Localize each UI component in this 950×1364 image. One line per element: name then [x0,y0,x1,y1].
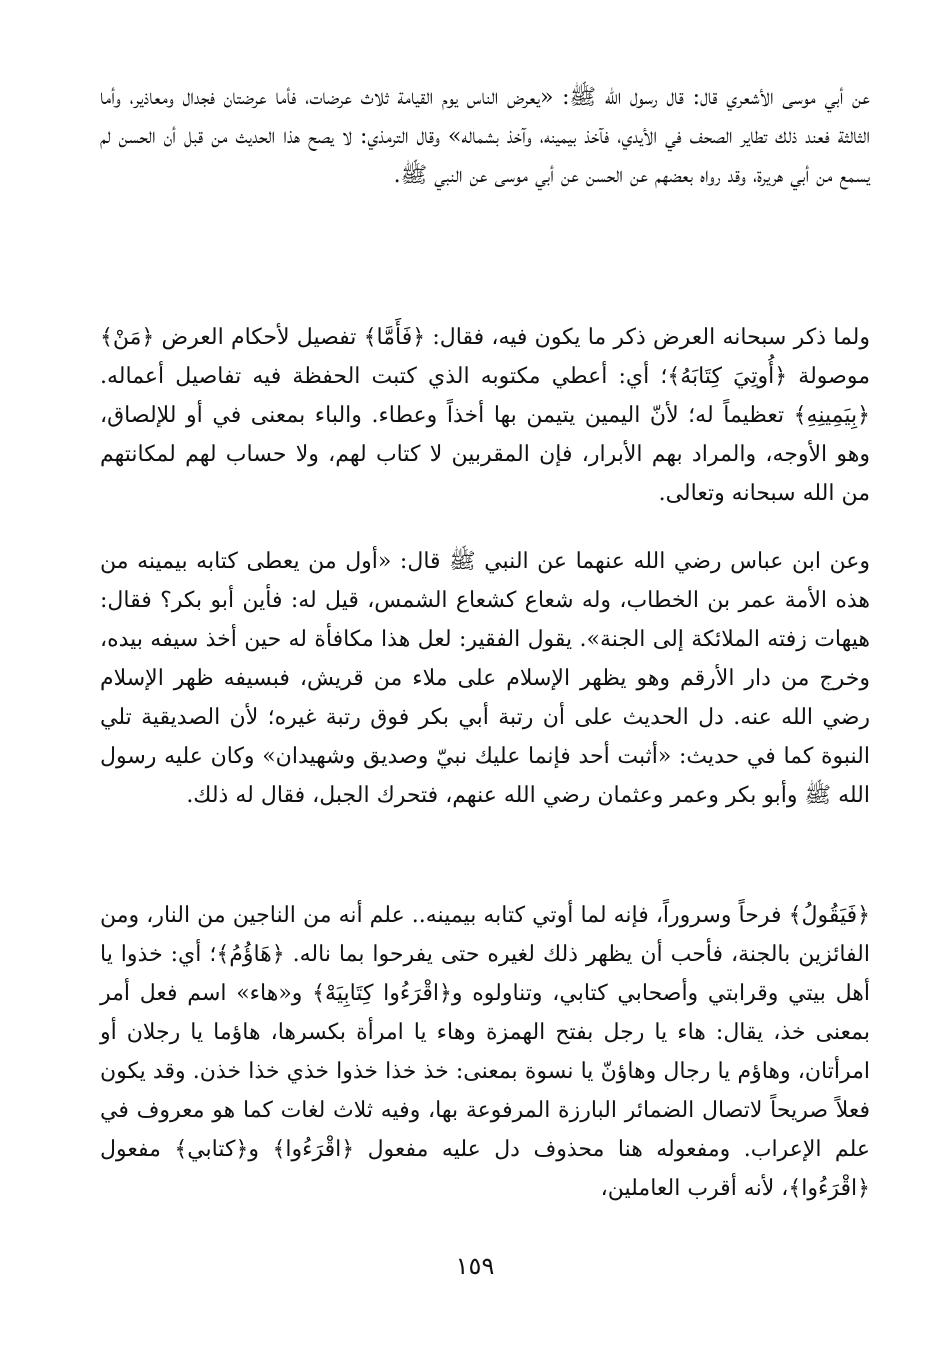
paragraph-hadith-abu-musa: عن أبي موسى الأشعري قال: قال رسول الله ﷺ: «يعرض الناس يوم القيامة ثلاث عرضات، فأما عرضتان فجدال ومعاذير، وأما الثالثة فعند ذلك تطاير الصحف في الأيدي، فآخذ بيمينه، وآخذ بشماله» وقال الترمذي: لا يصح هذا الحديث من قبل أن الحسن لم يسمع من أبي هريرة، وقد رواه بعضهم عن الحسن عن أبي موسى عن النبي ﷺ. [100,85,870,188]
paragraph-tafsir-haaum: ﴿فَيَقُولُ﴾ فرحاً وسروراً، فإنه لما أوتي كتابه بيمينه.. علم أنه من الناجين من النار، ومن الفائزين بالجنة، فأحب أن يظهر ذلك لغيره حتى يفرحوا بما ناله. ﴿هَاؤُمُ﴾؛ أي: خذوا يا أهل بيتي وقرابتي وأصحابي كتابي، وتناولوه و﴿اقْرَءُوا كِتَابِيَهْ﴾ و«هاء» اسم فعل أمر بمعنى خذ، يقال: هاء يا رجل بفتح الهمزة وهاء يا امرأة بكسرها، هاؤما يا رجلان أو امرأتان، وهاؤم يا رجال وهاؤنّ يا نسوة بمعنى: خذ خذا خذوا خذي خذا خذن. وقد يكون فعلاً صريحاً لاتصال الضمائر البارزة المرفوعة بها، وفيه ثلاث لغات كما هو معروف في علم الإعراب. ومفعوله هنا محذوف دل عليه مفعول ﴿اقْرَءُوا﴾ و﴿كتابي﴾ مفعول ﴿اقْرَءُوا﴾، لأنه أقرب العاملين، [100,903,870,1201]
paragraph-hadith-ibn-abbas: وعن ابن عباس رضي الله عنهما عن النبي ﷺ قال: «أول من يعطى كتابه بيمينه من هذه الأمة عمر بن الخطاب، وله شعاع كشعاع الشمس، قيل له: فأين أبو بكر؟ فقال: هيهات زفته الملائكة إلى الجنة». يقول الفقير: لعل هذا مكافأة له حين أخذ سيفه بيده، وخرج من دار الأرقم وهو يظهر الإسلام على ملاء من قريش، فبسيفه ظهر الإسلام رضي الله عنه. دل الحديث على أن رتبة أبي بكر فوق رتبة غيره؛ لأن الصديقية تلي النبوة كما في حديث: «أثبت أحد فإنما عليك نبيّ وصديق وشهيدان» وكان عليه رسول الله ﷺ وأبو بكر وعمر وعثمان رضي الله عنهم، فتحرك الجبل، فقال له ذلك. [100,549,870,808]
page-number: ١٥٩ [455,1252,495,1280]
paragraph-tafsir-ard: ولما ذكر سبحانه العرض ذكر ما يكون فيه، فقال: ﴿فَأَمَّا﴾ تفصيل لأحكام العرض ﴿مَنْ﴾ موصولة ﴿أُوتِيَ كِتَابَهُ﴾؛ أي: أعطي مكتوبه الذي كتبت الحفظة فيه تفاصيل أعماله. ﴿بِيَمِينِهِ﴾ تعظيماً له؛ لأنّ اليمين يتيمن بها أخذاً وعطاء. والباء بمعنى في أو للإلصاق، وهو الأوجه، والمراد بهم الأبرار، فإن المقربين لا كتاب لهم، ولا حساب لهم لمكانتهم من الله سبحانه وتعالى. [100,325,870,506]
